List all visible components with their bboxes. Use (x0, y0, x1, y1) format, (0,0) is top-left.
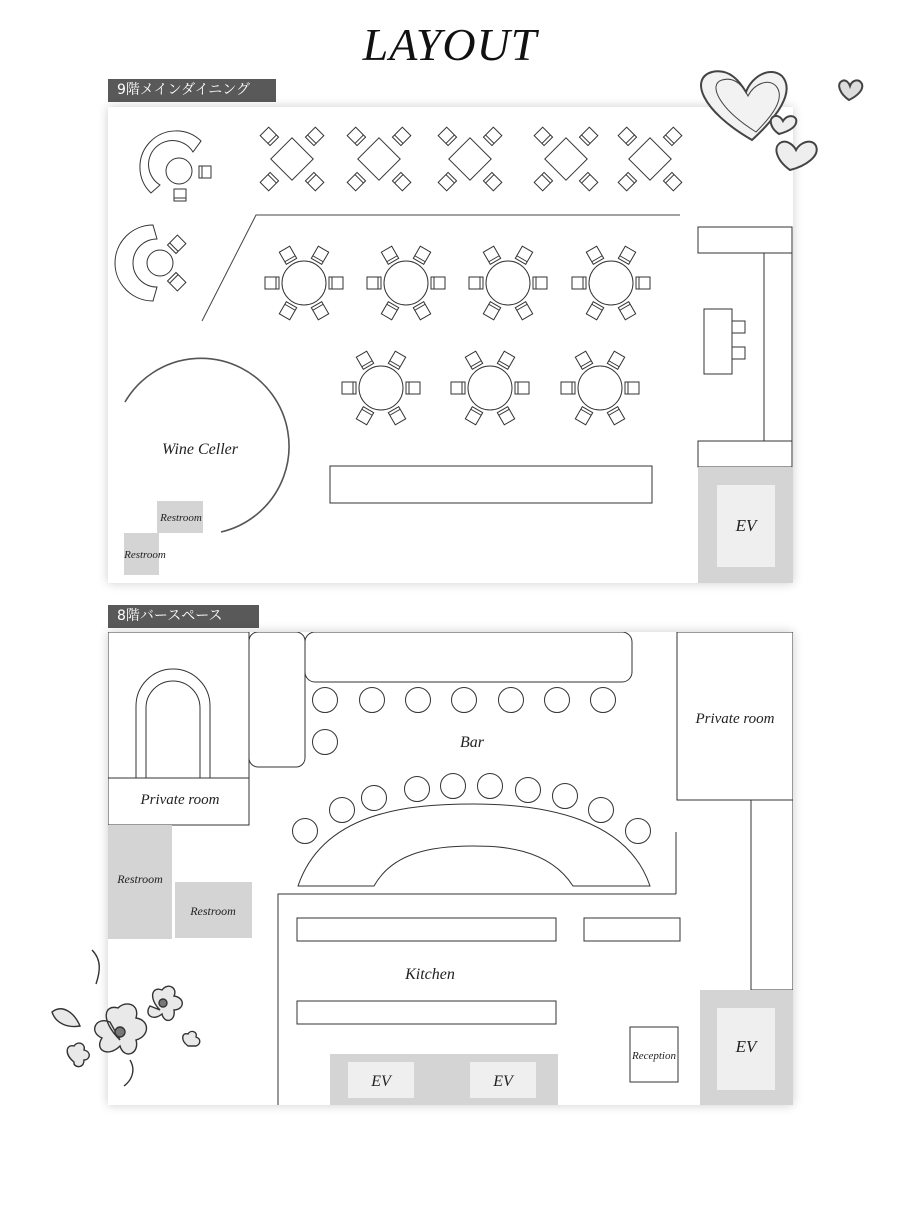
floor8-plan (108, 632, 793, 1105)
wine-cellar-label: Wine Celler (162, 441, 238, 458)
back-bar-counter (305, 632, 632, 682)
right-corridor (751, 800, 793, 990)
right-counter (698, 227, 792, 467)
square-table (347, 127, 411, 191)
square-table (438, 127, 502, 191)
restroom-a-label: Restroom (117, 872, 163, 886)
restroom-b-label: Restroom (190, 904, 236, 918)
elevator-label: EV (735, 516, 757, 535)
kitchen-counter-1 (297, 918, 556, 941)
floor9-plan (108, 107, 793, 583)
private-room-right-label: Private room (695, 711, 775, 727)
restroom-a-label: Restroom (160, 512, 202, 524)
page-title: LAYOUT (362, 19, 538, 70)
long-counter (330, 466, 652, 503)
bar-label: Bar (460, 734, 484, 751)
square-table (260, 127, 324, 191)
sofa-booth (115, 225, 186, 301)
square-table (618, 127, 682, 191)
kitchen-label: Kitchen (405, 966, 455, 983)
floor9-label: 9階メインダイニング (108, 79, 276, 102)
round-table (572, 246, 650, 320)
round-table (342, 351, 420, 425)
elevator-bottom-2-label: EV (493, 1073, 513, 1090)
round-table (265, 246, 343, 320)
square-table (534, 127, 598, 191)
kitchen-counter-3 (297, 1001, 556, 1024)
elevator-bottom-1-label: EV (371, 1073, 391, 1090)
round-table (561, 351, 639, 425)
side-counter (249, 632, 305, 767)
round-table (469, 246, 547, 320)
kitchen-counter-2 (584, 918, 680, 941)
private-room-left-label: Private room (140, 792, 220, 808)
floor8-label: 8階バースペース (108, 605, 259, 628)
elevator-right-label: EV (735, 1037, 757, 1056)
sofa-booth (140, 131, 211, 201)
reception-label: Reception (632, 1050, 676, 1062)
round-table (451, 351, 529, 425)
round-table (367, 246, 445, 320)
restroom-b-label: Restroom (124, 549, 166, 561)
